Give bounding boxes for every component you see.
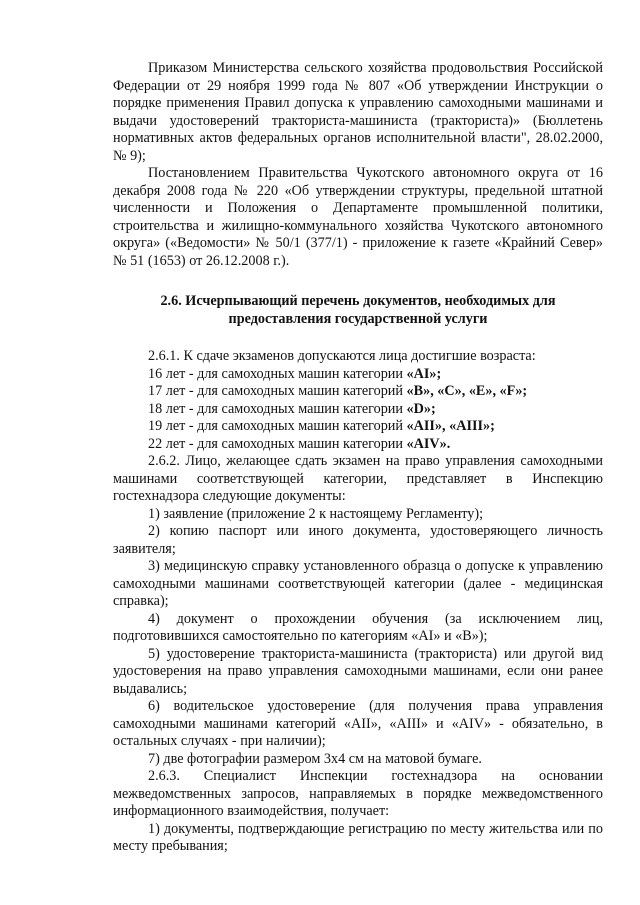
age-line: 18 лет - для самоходных машин категории «D»; — [148, 400, 436, 417]
category-label: «D»; — [406, 400, 436, 417]
paragraph-order-807: Приказом Министерства сельского хозяйства продовольствия Российской Федерации от 29 ноября 1999 года № 807 «Об утверждении Инструкции о порядке применения Правил допуска к управлению самоходными машинами и выдачи удостоверений тракториста-машиниста (тракториста)» (Бюллетень нормативных актов федеральных органов исполнительной власти", 28.02.2000, № 9); — [113, 60, 603, 164]
age-line: 16 лет - для самоходных машин категории «AI»; — [148, 365, 442, 382]
document-list-item: 3) медицинскую справку установленного образца о допуске к управлению самоходными машинами соответствующей категории (далее - медицинская справка); — [113, 558, 603, 609]
document-list-item: 2) копию паспорт или иного документа, удостоверяющего личность заявителя; — [113, 523, 603, 557]
category-label: «B», «C», «E», «F»; — [406, 383, 528, 399]
section-heading-line-2: предоставления государственной услуги — [228, 311, 488, 327]
document-list-item: 7) две фотографии размером 3х4 см на матовой бумаге. — [148, 750, 482, 767]
age-line: 22 лет - для самоходных машин категории «AIV». — [148, 435, 451, 452]
document-list-item: 4) документ о прохождении обучения (за исключением лиц, подготовившихся самостоятельно по категориям «AI» и «B»); — [113, 610, 603, 644]
category-label: «AII», «AIII»; — [406, 418, 495, 434]
document-list-item: 1) документы, подтверждающие регистрацию по месту жительства или по месту пребывания; — [113, 820, 603, 854]
category-label: «AI»; — [406, 365, 442, 382]
section-heading — [113, 292, 603, 328]
document-list-item: 1) заявление (приложение 2 к настоящему Регламенту); — [148, 505, 484, 522]
category-label: «AIV». — [406, 435, 451, 452]
item-2-6-3: 2.6.3. Специалист Инспекции гостехнадзора на основании межведомственных запросов, направляемых в порядке межведомственного информационного взаимодействия, получает: — [113, 768, 603, 819]
age-line: 19 лет - для самоходных машин категорий «AII», «AIII»; — [148, 418, 495, 434]
section-heading-line-1: 2.6. Исчерпывающий перечень документов, необходимых для — [160, 293, 556, 309]
item-2-6-2: 2.6.2. Лицо, желающее сдать экзамен на право управления самоходными машинами соответствующей категории, представляет в Инспекцию гостехнадзора следующие документы: — [113, 453, 603, 504]
age-line: 17 лет - для самоходных машин категорий «B», «C», «E», «F»; — [148, 383, 528, 399]
document-list-item: 5) удостоверение тракториста-машиниста (тракториста) или другой вид удостоверения на право управления самоходными машинами, если они ранее выдавались; — [113, 645, 603, 697]
item-2-6-1: 2.6.1. К сдаче экзаменов допускаются лица достигшие возраста: — [148, 348, 536, 364]
document-list-item: 6) водительское удостоверение (для получения права управления самоходными машинами категорий «AII», «AIII» и «AIV» - обязательно, в остальных случаях - при наличии); — [113, 698, 603, 749]
paragraph-resolution-220: Постановлением Правительства Чукотского автономного округа от 16 декабря 2008 года № 220 «Об утверждении структуры, предельной штатной численности и Положения о Департаменте промышленной политики, строительства и жилищно-коммунального хозяйства Чукотского автономного округа» («Ведомости» № 50/1 (377/1) - приложение к газете «Крайний Север» № 51 (1653) от 26.12.2008 г.). — [113, 165, 603, 269]
